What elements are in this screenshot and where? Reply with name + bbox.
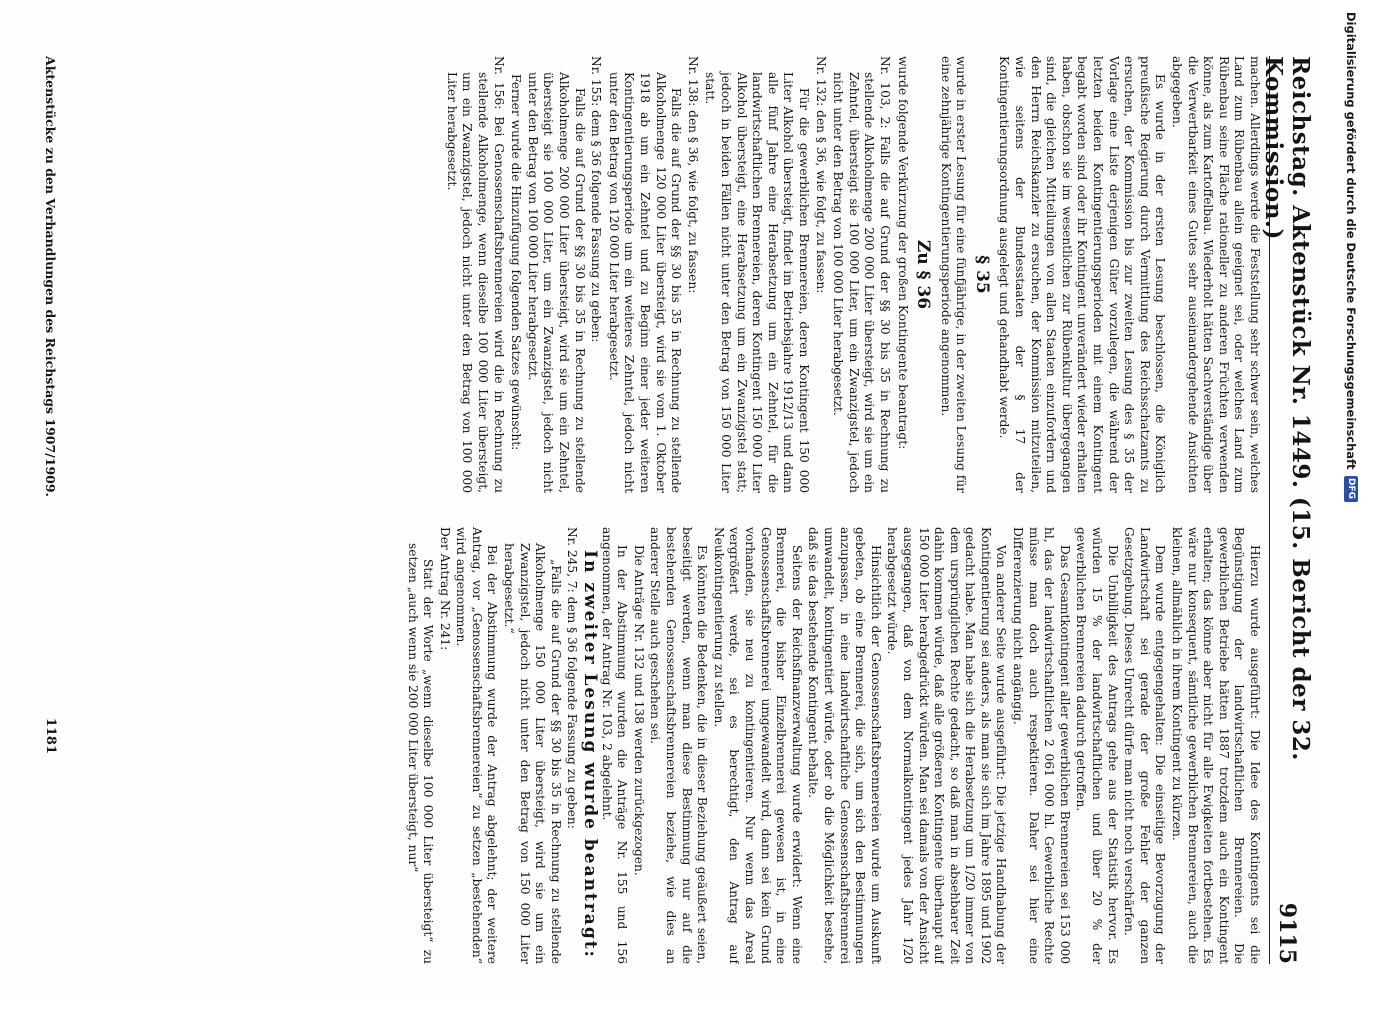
paragraph: Hierzu wurde ausgeführt: Die Idee des Kontingents sei die Begünstigung der landwirtschaftlichen Brennereien. Die gewerblichen Betriebe hätten 1887 trotzdem auch ein Kontingent erhalten; das könne aber nicht für alle Ewigkeiten fortbestehen. Es wäre nur konsequent, sämtliche gewerblichen Brennereien, auch die kleinen, allmählich in ihrem Kontingent zu kürzen. [1170, 527, 1262, 964]
motion-item: Nr. 138: den § 36, wie folgt, zu fassen: [685, 56, 700, 294]
section-heading-35: § 35 [971, 255, 992, 294]
text-columns [62, 56, 1262, 964]
subsection-heading: In zweiter Lesung wurde beantragt: [580, 550, 601, 959]
running-head-title: Reichstag. Aktenstück Nr. 1449. (15. Bericht der 32. Kommission.) [1260, 56, 1314, 761]
paragraph: wurde folgende Verkürzung der großen Kontingente beantragt: [895, 56, 910, 450]
paragraph: Es könnten die Bedenken, die in dieser Beziehung geäußert seien, beseitigt werden, wenn man diese Bestimmung nur auf die bestehenden Genossenschaftsbrennereien beziehe, wie dies an anderer Stelle auch geschehen sei. [648, 527, 710, 964]
paragraph: Seitens der Reichsfinanzverwaltung wurde erwidert: Wenn eine Brennerei, die bisher Einzelbrennerei gewesen ist, in eine Genossenschaftsbrennerei umgewandelt wird, dann sei kein Grund vorhanden, sie neu zu kontingentieren. Nur wenn das Areal vergrößert werde, sei es berechtigt, den Antrag auf Neukontingentierung zu stellen. [711, 527, 804, 964]
paragraph: In der Abstimmung wurden die Anträge Nr. 155 und 156 angenommen, der Antrag Nr. 103, 2 abgelehnt. [599, 527, 630, 964]
section-heading-36: Zu § 36 [913, 239, 934, 310]
footer-sheet-number: 1181 [43, 717, 59, 754]
motion-item: Nr. 156: Bei Genossenschaftsbrennereien wird die in Rechnung zu stellende Alkoholmenge, wenn dieselbe 100 000 Liter übersteigt, um ein Zwanzigstel, jedoch nicht unter den Betrag von 100 000 Liter herabgesetzt. [444, 56, 506, 493]
paragraph: machen. Allerdings werde die Feststellung sehr schwer sein, welches Land zum Rübenbau allein geeignet sei, oder welches Land zum Rübenbau seine Fläche rationeller zu anderen Früchten verwenden könne, als zum Kartoffelbau. Wiederholt hätten Sachverständige über die Verwertbarkeit eines Gutes sehr auseinandergehende Ansichten abgegeben. [1170, 56, 1262, 493]
digitization-note [1342, 12, 1360, 1012]
left-column [62, 56, 1262, 493]
dfg-logo-icon: DFG [1344, 476, 1358, 502]
paragraph: Die Unbilligkeit des Antrags gehe aus der Statistik hervor. Es würden 15 % der landwirtschaftlichen und über 20 % der gewerblichen Brennereien dadurch getroffen. [1074, 527, 1120, 964]
paragraph: Bei der Abstimmung wurde der Antrag abgelehnt; der weitere Antrag, vor „Genossenschaftsbrennereien“ zu setzen „bestehenden“ wird angenommen. [454, 527, 500, 964]
paragraph: Es wurde in der ersten Lesung beschlossen, die Königlich preußische Regierung durch Vermittlung des Reichsschatzamts zu ersuchen, der Kommission bis zur zweiten Lesung des § 35 der Vorlage eine Liste derjenigen Güter vorzulegen, die während der letzten beiden Kontingentierungsperioden mit einem Kontingent begabt worden sind oder ihr Kontingent unverändert wieder erhalten haben, obschon sie im wesentlichen zur Rübenkultur übergegangen sind, die gleichen Mitteilungen von allen Staaten einzufordern und den Herrn Reichskanzler zu ersuchen, der Kommission mitzuteilen, wie seitens der Bundesstaaten der § 17 der Kontingentierungsordnung ausgelegt und gehandhabt werde. [997, 56, 1168, 493]
motion-item: Nr. 245, 7: dem § 36 folgende Fassung zu geben: [565, 527, 580, 829]
motion-item: Nr. 155: dem § 36 folgende Fassung zu geben: [589, 56, 604, 343]
footer-source: Aktenstücke zu den Verhandlungen des Reichstags 1907/1909. [43, 56, 59, 497]
paragraph: Dem wurde entgegengehalten: Die einseitige Bevorzugung der Landwirtschaft sei gerade der große Fehler der ganzen Gesetzgebung. Dieses Unrecht dürfe man nicht noch verschärfen. [1122, 527, 1168, 964]
motion-item: Nr. 132: den § 36, wie folgt, zu fassen: [813, 56, 828, 294]
paragraph: Hinsichtlich der Genossenschaftsbrennereien wurde um Auskunft gebeten, ob eine Brennerei, die sich, um sich den Bestimmungen anzupassen, in eine landwirtschaftliche Genossenschaftsbrennerei umwandelt, kontingentiert würde, oder ob die Möglichkeit bestehe, daß sie das bestehende Kontingent behalte. [806, 527, 883, 964]
digitization-note-text: Digitalisierung gefördert durch die Deutsche Forschungsgemeinschaft [1344, 12, 1358, 470]
paragraph: Ferner wurde die Hinzufügung folgenden Satzes gewünscht: [509, 74, 524, 451]
motion-text: Für die gewerblichen Brennereien, deren Kontingent 150 000 Liter Alkohol übersteigt, findet im Betriebsjahre 1912/13 und dann alle fünf Jahre eine Herabsetzung um ein Zehntel, für die landwirtschaftlichen Brennereien, deren Kontingent 150 000 Liter Alkohol übersteigt, eine Herabsetzung um ein Zwanzigstel statt; jedoch in beiden Fällen nicht unter den Betrag von 150 000 Liter statt. [703, 72, 811, 493]
right-column [62, 527, 1262, 964]
motion-text: „Falls die auf Grund der §§ 30 bis 35 in Rechnung zu stellende Alkoholmenge 150 000 Liter übersteigt, wird sie um ein Zwanzigstel, jedoch nicht unter den Betrag von 150 000 Liter herabgesetzt.“ [502, 543, 563, 964]
page-footer [40, 56, 62, 964]
running-head [1260, 56, 1314, 964]
motion-item: Nr. 103, 2: Falls die auf Grund der §§ 30 bis 35 in Rechnung zu stellende Alkoholmenge 200 000 Liter übersteigt, wird sie um ein Zehntel, übersteigt sie 100 000 Liter, um ein Zwanzigstel, jedoch nicht unter den Betrag von 100 000 Liter herabgesetzt. [831, 56, 892, 493]
motion-text: Falls die auf Grund der §§ 30 bis 35 in Rechnung zu stellende Alkoholmenge 200 000 Liter übersteigt, wird sie um ein Zehntel, übersteigt sie 100 000 Liter, um ein Zwanzigstel, jedoch nicht unter den Betrag von 100 000 Liter herabgesetzt. [525, 72, 587, 493]
running-head-page-number: 9115 [1274, 902, 1300, 964]
paragraph: Das Gesamtkontingent aller gewerblichen Brennereien sei 153 000 hl, das der landwirtschaftlichen 2 061 000 hl. Gewerbliche Rechte müsse man doch auch respektieren. Daher sei hier eine Differenzierung nicht angängig. [1011, 527, 1072, 964]
paragraph: wurde in erster Lesung für eine fünfjährige, in der zweiten Lesung für eine zehnjährige Kontingentierungsperiode angenommen. [938, 56, 969, 493]
paragraph: Von anderer Seite wurde ausgeführt: Die jetzige Handhabung der Kontingentierung sei anders, als man sie sich im Jahre 1895 und 1902 gedacht habe. Man habe sich die Herabsetzung um 1/20 immer von dem ursprünglichen Rechte gedacht, so daß man in absehbarer Zeit dahin kommen würde, daß alle größeren Kontingente überhaupt auf 150 000 Liter herabgedrückt würden. Man sei damals von der Ansicht ausgegangen, daß von dem Normalkontingent jedes Jahr 1/20 herabgesetzt würde. [885, 527, 1009, 964]
motion-text: Falls die auf Grund der §§ 30 bis 35 in Rechnung zu stellende Alkoholmenge 120 000 Liter übersteigt, wird sie vom 1. Oktober 1918 ab um ein Zehntel und zu Beginn einer jeder weiteren Kontingentierungsperiode um ein weiteres Zehntel, jedoch nicht unter den Betrag von 120 000 Liter herabgesetzt. [606, 72, 684, 493]
motion-text: Statt der Worte „wenn dieselbe 100 000 Liter übersteigt“ zu setzen „auch wenn sie 200 000 Liter übersteigt, nur“ [405, 543, 436, 964]
paragraph: Die Anträge Nr. 132 und 138 werden zurückgezogen. [631, 545, 646, 876]
paragraph: Der Antrag Nr. 241: [437, 527, 452, 651]
